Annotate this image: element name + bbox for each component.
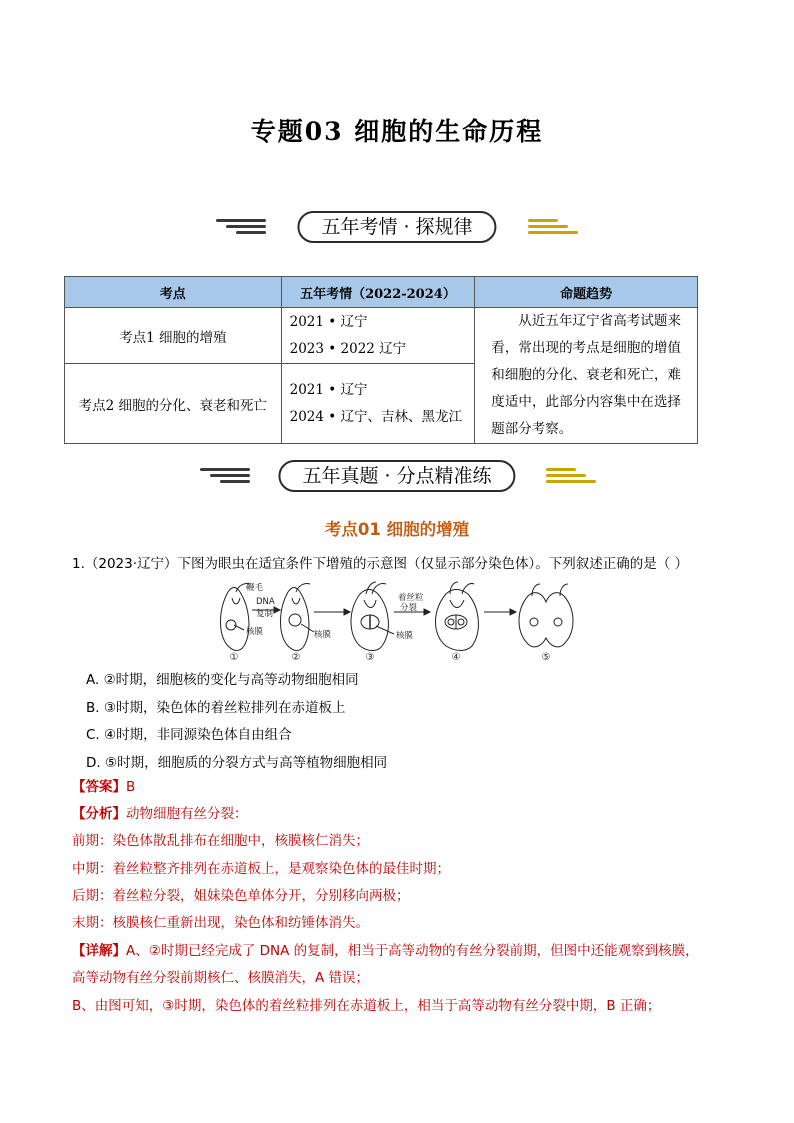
detail-option-b: B、由图可知，③时期，染色体的着丝粒排列在赤道板上，相当于高等动物有丝分裂中期，B 正确； (72, 998, 661, 1014)
figure-label: DNA (256, 597, 275, 607)
stage-number: ⑤ (541, 652, 551, 662)
banner-right-decoration (546, 466, 596, 484)
years-cell (281, 364, 475, 444)
trend-text: 从近五年辽宁省高考试题来看，常出现的考点是细胞的增值和细胞的分化、衰老和死亡，难度适中，此部分内容集中在选择题部分考察。 (491, 313, 681, 437)
detail-tag: 【详解】 (72, 943, 126, 959)
header-trend: 命题趋势 (475, 277, 698, 308)
option-a: A. ②时期，细胞核的变化与高等动物细胞相同 (86, 672, 359, 688)
answer-value: B (126, 779, 136, 795)
year-entry: 2021 • 辽宁 (289, 381, 368, 398)
cell-outline (436, 590, 479, 651)
figure-label: 核膜 (396, 631, 414, 641)
years-cell (281, 308, 475, 364)
banner-label: 五年考情 · 探规律 (297, 211, 496, 243)
cell-outline (281, 588, 309, 651)
year-entry: 2021 • 辽宁 (289, 313, 368, 330)
stage-number: ① (229, 652, 239, 662)
stage-number: ② (291, 652, 301, 662)
answer-tag: 【答案】 (72, 779, 126, 795)
exam-topic-table (64, 276, 698, 444)
banner-label: 五年真题 · 分点精准练 (278, 460, 515, 492)
nucleus (554, 618, 562, 626)
detail-continuation: 高等动物有丝分裂前期核仁、核膜消失，A 错误； (72, 970, 370, 986)
analysis-tag: 【分析】 (72, 806, 126, 822)
detail-line (72, 940, 740, 963)
flagellum (296, 583, 310, 592)
stage-number: ④ (451, 652, 461, 662)
header-topic: 考点 (65, 277, 282, 308)
section-banner-exam-trends (0, 211, 794, 245)
figure-label: 核膜 (246, 627, 264, 637)
question-stem: 1.（2023·辽宁）下图为眼虫在适宜条件下增殖的示意图（仅显示部分染色体）。下列叙述正确的是（ ） (72, 556, 689, 572)
answer-line (72, 776, 740, 799)
table-row (65, 308, 698, 364)
figure-label: 鞭毛 (246, 583, 264, 593)
cell-outline (519, 593, 573, 647)
section-title: 考点01 细胞的增殖 (324, 520, 470, 539)
analysis-intro: 动物细胞有丝分裂： (126, 806, 248, 822)
euglena-division-figure (210, 580, 590, 662)
option-d: D. ⑤时期，细胞质的分裂方式与高等植物细胞相同 (86, 755, 388, 771)
table-header-row (65, 277, 698, 308)
trend-cell (475, 308, 698, 444)
figure-label: 着丝粒 (398, 593, 424, 603)
option-b: B. ③时期，染色体的着丝粒排列在赤道板上 (86, 700, 346, 716)
section-banner-practice (0, 460, 794, 494)
detail-text: A、②时期已经完成了 DNA 的复制，相当于高等动物的有丝分裂前期，但图中还能观察到核膜， (126, 943, 699, 959)
stage-number: ③ (365, 652, 375, 662)
analysis-telophase: 末期：核膜核仁重新出现，染色体和纺锤体消失。 (72, 915, 369, 931)
figure-label: 复制 (256, 609, 274, 619)
figure-label: 核膜 (314, 630, 332, 640)
analysis-line (72, 803, 740, 826)
banner-left-decoration (200, 466, 250, 484)
figure-label: 分裂 (400, 603, 418, 613)
page-title: 专题03 细胞的生命历程 (250, 117, 544, 146)
cell-outline (221, 588, 249, 651)
analysis-anaphase: 后期：着丝粒分裂，姐妹染色单体分开，分别移向两极； (72, 888, 410, 904)
year-entry: 2023 • 2022 辽宁 (289, 340, 407, 357)
banner-right-decoration (528, 217, 578, 235)
header-years: 五年考情（2022-2024） (281, 277, 475, 308)
nucleus (289, 614, 301, 626)
analysis-prophase: 前期：染色体散乱排布在细胞中，核膜核仁消失； (72, 833, 369, 849)
topic-cell: 考点1 细胞的增殖 (65, 308, 282, 364)
analysis-metaphase: 中期：着丝粒整齐排列在赤道板上，是观察染色体的最佳时期； (72, 861, 450, 877)
option-c: C. ④时期，非同源染色体自由组合 (86, 727, 292, 743)
banner-left-decoration (216, 217, 266, 235)
year-entry: 2024 • 辽宁、吉林、黑龙江 (289, 408, 463, 425)
nucleus (530, 618, 538, 626)
topic-cell: 考点2 细胞的分化、衰老和死亡 (65, 364, 282, 444)
